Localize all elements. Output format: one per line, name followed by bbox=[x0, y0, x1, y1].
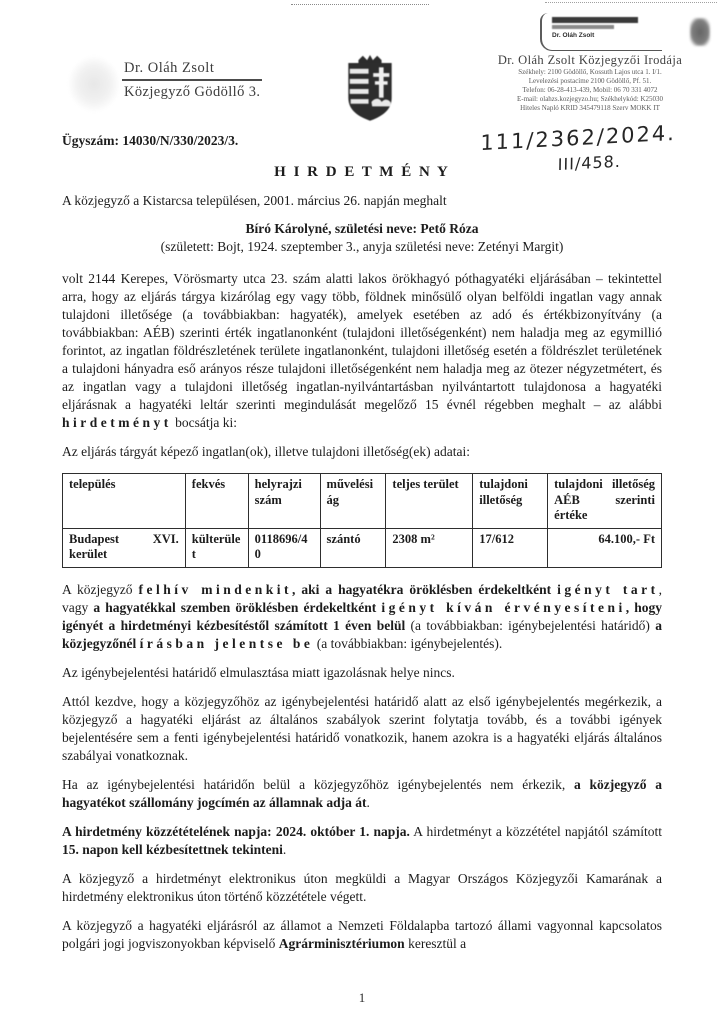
text-segment: hogy igényét a hirdetményi kézbesítéstől számított 1 éven belül bbox=[62, 599, 663, 633]
table-cell: 0118696/40 bbox=[248, 528, 320, 567]
text-segment: . bbox=[366, 794, 370, 810]
paragraph-main bbox=[62, 270, 662, 432]
paragraph-mokk: A közjegyző a hirdetményt elektronikus úton megküldi a Magyar Országos Közjegyzői Kamarának a hirdetmény elektronikus úton történő közzététele végett. bbox=[62, 870, 662, 904]
text-segment: Agrárminisztériumon bbox=[278, 935, 405, 951]
text-segment: aki a hagyatékra öröklésben érdekeltként bbox=[301, 581, 558, 597]
page-header bbox=[0, 0, 724, 128]
text-segment: a hagyatékkal szemben öröklésben érdekeltként bbox=[93, 599, 382, 615]
text-segment: a közjegyzőnél bbox=[62, 617, 662, 651]
table-header-cell: település bbox=[63, 474, 186, 529]
text-segment: volt 2144 Kerepes, Vörösmarty utca 23. szám alatti lakos örökhagyó póthagyatéki eljárásában – tekintettel arra, hogy az eljárás tárgya kizárólag egy vagy több, földnek minősülő olyan belföldi ingatlan vagy annak tulajdoni illetősége (a továbbiakban: hagyaték), amelyek esetében az adó és értékbizonyítvány (a továbbiakban: AÉB) szerinti érték ingatlanonként (tulajdoni illetőségenként) nem haladja meg az egymillió forintot, az ingatlan földrészletének területe ingatlanonként, tulajdoni illetőség esetén a földrészlet területének a tulajdoni hányadra eső arányos része tulajdoni illetőségenként nem haladja meg az ötezer négyzetmétert, és az ingatlan vagy a tulajdoni illetőség ingatlan-nyilvántartásban nyilvántartott tulajdonosa a hagyatéki eljárásnak a hagyatéki leltár szerinti megindulását megelőző 15 évnél régebben meghalt – az alábbi bbox=[62, 271, 662, 412]
table-header-cell: tulajdoni illetőség bbox=[473, 474, 548, 529]
text-segment: A közjegyző a hagyatéki eljárásról az államot a Nemzeti Földalapba tartozó állami vagyonnal kapcsolatos polgári jogi jogviszonyokban képviselő bbox=[62, 917, 662, 951]
table-header-cell: művelési ág bbox=[320, 474, 386, 529]
hungarian-coat-of-arms-icon bbox=[344, 54, 396, 129]
table-header-cell: fekvés bbox=[185, 474, 248, 529]
table-header-row bbox=[63, 474, 662, 529]
paragraph-from-then: Attól kezdve, hogy a közjegyzőhöz az igénybejelentési határidő alatt az első igénybejelentés megérkezik, a közjegyző a hagyatéki eljárást az általános szabályok szerint folytatja tovább, és a további igények bejelentésére sem a fenti igénybejelentési határidő vonatkozik, hanem azokra is a hagyatéki eljárás általános szabályai vonatkoznak. bbox=[62, 693, 662, 763]
document-title: H I R D E T M É N Y bbox=[274, 164, 450, 180]
table-header-cell: helyrajzi szám bbox=[248, 474, 320, 529]
embossed-seal-icon bbox=[68, 56, 120, 112]
text-segment: igényt kíván érvényesíteni bbox=[381, 599, 626, 615]
text-segment: igényt tart bbox=[557, 581, 659, 597]
table-cell: szántó bbox=[320, 528, 386, 567]
text-segment: , bbox=[625, 599, 635, 615]
table-header-cell: teljes terület bbox=[386, 474, 473, 529]
document-body bbox=[62, 132, 662, 953]
assets-intro-line: Az eljárás tárgyát képező ingatlan(ok), illetve tulajdoni illetőség(ek) adatai: bbox=[62, 444, 470, 459]
paragraph-no-excuse: Az igénybejelentési határidő elmulasztása miatt igazolásnak helye nincs. bbox=[62, 664, 455, 680]
intro-line: A közjegyző a Kistarcsa településen, 2001. március 26. napján meghalt bbox=[62, 193, 447, 208]
office-phone-line: Telefon: 06-28-413-439, Mobil: 06 70 331 4072 bbox=[522, 86, 658, 94]
handwritten-number-2: III/458. bbox=[557, 151, 622, 175]
stamp-smudge-line bbox=[552, 25, 614, 29]
text-segment: felhív mindenkit bbox=[138, 581, 292, 597]
office-postal-line: Levelezési postacíme 2100 Gödöllő, Pf. 51. bbox=[528, 77, 652, 85]
text-segment: hirdetményt bbox=[62, 415, 172, 430]
notary-name: Dr. Oláh Zsolt bbox=[122, 60, 262, 81]
notary-office-block bbox=[472, 53, 708, 113]
text-segment: (a továbbiakban: igénybejelentési határidő) bbox=[410, 617, 656, 633]
text-segment: , bbox=[292, 581, 302, 597]
paragraph-ministry bbox=[62, 917, 662, 953]
table-cell: 2308 m² bbox=[386, 528, 473, 567]
handwritten-number-1: 111/2362/2024. bbox=[480, 120, 677, 156]
text-segment: bocsátja ki: bbox=[171, 415, 237, 430]
text-segment: A közjegyző bbox=[62, 581, 139, 597]
text-segment: A hirdetmény közzétételének napja: 2024. október 1. napja. bbox=[62, 823, 410, 839]
text-segment: keresztül a bbox=[404, 935, 467, 951]
table-cell: 17/612 bbox=[473, 528, 548, 567]
office-krid-line: Hiteles Napló KRID 345479118 Szerv MOKK IT bbox=[520, 104, 660, 112]
notary-title: Közjegyző Gödöllő 3. bbox=[124, 84, 261, 100]
table-row bbox=[63, 528, 662, 567]
text-segment: 15. napon kell kézbesítettnek tekinteni bbox=[62, 841, 283, 857]
top-right-dotted-line bbox=[545, 2, 717, 3]
notary-left-block bbox=[122, 60, 262, 101]
case-number: Ügyszám: 14030/N/330/2023/3. bbox=[62, 133, 239, 148]
assets-table bbox=[62, 473, 662, 568]
table-cell: külterület bbox=[185, 528, 248, 567]
page-number: 1 bbox=[358, 990, 366, 1005]
top-dotted-line bbox=[291, 4, 429, 5]
text-segment: a közjegyző a hagyatékot szállomány jogcímén az államnak adja át bbox=[62, 776, 662, 810]
receipt-stamp bbox=[540, 13, 662, 51]
small-crest-icon bbox=[690, 18, 710, 46]
text-segment: , vagy bbox=[62, 581, 663, 615]
office-title: Dr. Oláh Zsolt Közjegyzői Irodája bbox=[497, 53, 683, 67]
stamp-notary-name: Dr. Oláh Zsolt bbox=[552, 32, 595, 39]
deceased-name: Bíró Károlyné, születési neve: Pető Róza bbox=[245, 221, 479, 236]
table-header-cell: tulajdoni illetőség AÉB szerinti értéke bbox=[548, 474, 662, 529]
stamp-smudge-line bbox=[552, 17, 638, 23]
deceased-birth-data: (született: Bojt, 1924. szeptember 3., anyja születési neve: Zetényi Margit) bbox=[160, 239, 564, 254]
text-segment: A hirdetményt a közzététel napjától számított bbox=[409, 823, 662, 839]
table-cell: Budapest XVI. kerület bbox=[63, 528, 186, 567]
table-cell: 64.100,- Ft bbox=[548, 528, 662, 567]
paragraph-call bbox=[62, 581, 662, 653]
text-segment: írásban jelentse be bbox=[139, 635, 314, 651]
text-segment: . bbox=[282, 841, 287, 857]
office-address-line: Székhely: 2100 Gödöllő, Kossuth Lajos utca 1. I/1. bbox=[518, 68, 662, 76]
office-email-line: E-mail: olahzs.kozjegyzo.hu; Székhelykód: K25030 bbox=[517, 95, 663, 103]
paragraph-escheat bbox=[62, 776, 662, 812]
text-segment: (a továbbiakban: igénybejelentés). bbox=[313, 635, 503, 651]
paragraph-publication bbox=[62, 823, 662, 859]
text-segment: Ha az igénybejelentési határidőn belül a közjegyzőhöz igénybejelentés nem érkezik, bbox=[62, 776, 575, 792]
